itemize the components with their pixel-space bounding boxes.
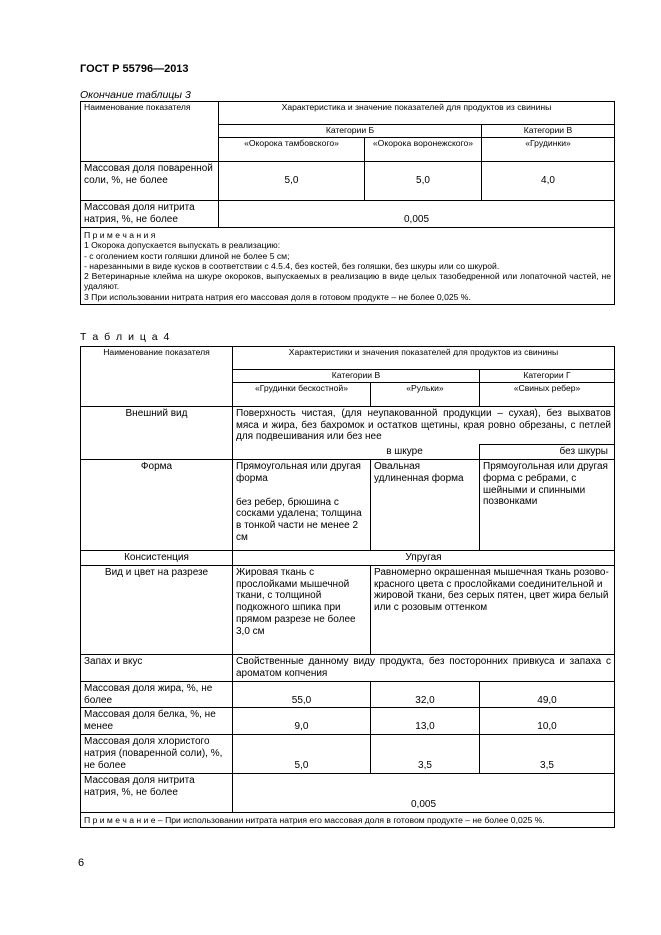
cut-v1-line: 3,0 см <box>236 625 265 637</box>
table3-product-1: «Окорока тамбовского» <box>219 137 365 161</box>
table4-note: П р и м е ч а н и е – При использовании нитрата натрия его массовая доля в готовом продукте – не более 0,025 %. <box>81 813 615 828</box>
table4-shape-v1 <box>233 460 371 551</box>
table4-smell-value: Свойственные данному виду продукта, без посторонних привкуса и запаха с ароматом копчения <box>233 654 615 681</box>
table4-row-label-salt: Массовая доля хлористого натрия (поваренной соли), %, не более <box>81 735 233 774</box>
table4-cell: 13,0 <box>371 708 480 735</box>
table3-row-label: Массовая доля нитрита натрия, %, не более <box>81 200 219 227</box>
table4-shape-v2: Овальная удлиненная форма <box>371 460 480 551</box>
table3-category-v: Категории В <box>482 125 615 138</box>
table4-consistency-value: Упругая <box>233 551 615 566</box>
table4-caption: Т а б л и ц а 4 <box>80 331 171 343</box>
table4-cell: 32,0 <box>371 681 480 708</box>
table3-cell: 5,0 <box>365 161 482 200</box>
shape-v1-line: Прямоугольная или другая форма <box>236 461 361 484</box>
table4-row-label-shape: Форма <box>81 460 233 551</box>
table3-category-b: Категории Б <box>219 125 482 138</box>
table3-cell: 0,005 <box>219 200 615 227</box>
table4-appearance-noskin: без шкуры <box>480 445 615 460</box>
note-line: 3 При использовании нитрата натрия его массовая доля в готовом продукте – не более 0,025 %. <box>84 291 471 302</box>
table3-caption: Окончание таблицы 3 <box>80 89 191 101</box>
table4-cut-v1 <box>233 565 371 654</box>
table4-cut-v23: Равномерно окрашенная мышечная ткань розово-красного цвета с прослойками соединительной и жировой ткани, без серых пятен, цвет жира белый или с розовым оттенком <box>371 565 615 654</box>
table3-column-name-header: Наименование показателя <box>81 102 219 162</box>
table4-product-3: «Свиных ребер» <box>480 382 615 406</box>
table3-cell: 4,0 <box>482 161 615 200</box>
note-line: - нарезанными в виде кусков в соответствии с 4.5.4, без костей, без голяшки, без шкуры или со шкурой. <box>84 260 500 271</box>
table4-cell: 9,0 <box>233 708 371 735</box>
table4-category-g: Категории Г <box>480 370 615 383</box>
table4-column-name-header: Наименование показателя <box>81 347 233 407</box>
table4-group-header: Характеристики и значения показателей для продуктов из свинины <box>233 347 615 370</box>
table4-cell: 49,0 <box>480 681 615 708</box>
table4-row-label-smell: Запах и вкус <box>81 654 233 681</box>
document-header: ГОСТ Р 55796—2013 <box>80 63 189 75</box>
table3-product-2: «Окорока воронежского» <box>365 137 482 161</box>
table4-nitrite-value: 0,005 <box>233 774 615 813</box>
table4 <box>80 346 615 828</box>
note-line: 2 Ветеринарные клейма на шкуре окороков, выпускаемых в реализацию в виде целых тазобедренной или лопаточной частей, не удаляют. <box>84 271 612 292</box>
table4-row-label-appearance: Внешний вид <box>81 406 233 459</box>
table3-row-label: Массовая доля поваренной соли, %, не более <box>81 161 219 200</box>
table4-cell: 5,0 <box>233 735 371 774</box>
table4-cell: 55,0 <box>233 681 371 708</box>
table4-cell: 3,5 <box>480 735 615 774</box>
page-number: 6 <box>78 857 85 869</box>
table4-row-label-nitrite: Массовая доля нитрита натрия, %, не более <box>81 774 233 813</box>
table4-cell: 3,5 <box>371 735 480 774</box>
table4-cell: 10,0 <box>480 708 615 735</box>
table4-product-2: «Рульки» <box>371 382 480 406</box>
table3-group-header: Характеристика и значение показателей для продуктов из свинины <box>219 102 615 125</box>
table4-category-v: Категории В <box>233 370 480 383</box>
table4-row-label-cut: Вид и цвет на разрезе <box>81 565 233 654</box>
table4-row-label-fat: Массовая доля жира, %, не более <box>81 681 233 708</box>
table3-cell: 5,0 <box>219 161 365 200</box>
shape-v1-line: без ребер, брюшина с сосками удалена; толщина в тонкой части не менее 2 см <box>236 496 362 544</box>
table3 <box>80 101 615 305</box>
notes-title: П р и м е ч а н и я <box>84 229 156 240</box>
table4-product-1: «Грудинки бескостной» <box>233 382 371 406</box>
table3-product-3: «Грудинки» <box>482 137 615 161</box>
cut-v1-line: Жировая ткань с прослойками мышечной ткани, с толщиной подкожного шпика при прямом разрезе не более <box>236 566 356 626</box>
table4-row-label-protein: Массовая доля белка, %, не менее <box>81 708 233 735</box>
table4-row-label-consistency: Консистенция <box>81 551 233 566</box>
note-line: - с оголением кости голяшки длиной не более 5 см; <box>84 250 290 261</box>
table3-notes <box>81 227 615 304</box>
note-line: 1 Окорока допускается выпускать в реализацию: <box>84 240 281 251</box>
table4-appearance-skin: в шкуре <box>233 445 480 460</box>
table4-appearance-text: Поверхность чистая, (для неупакованной продукции – сухая), без выхватов мяса и жира, без бахромок и остатков щетины, края ровно обрезаны, с петлей для подвешивания или без нее <box>233 406 615 444</box>
table4-shape-v3: Прямоугольная или другая форма с ребрами, с шейными и спинными позвонками <box>480 460 615 551</box>
